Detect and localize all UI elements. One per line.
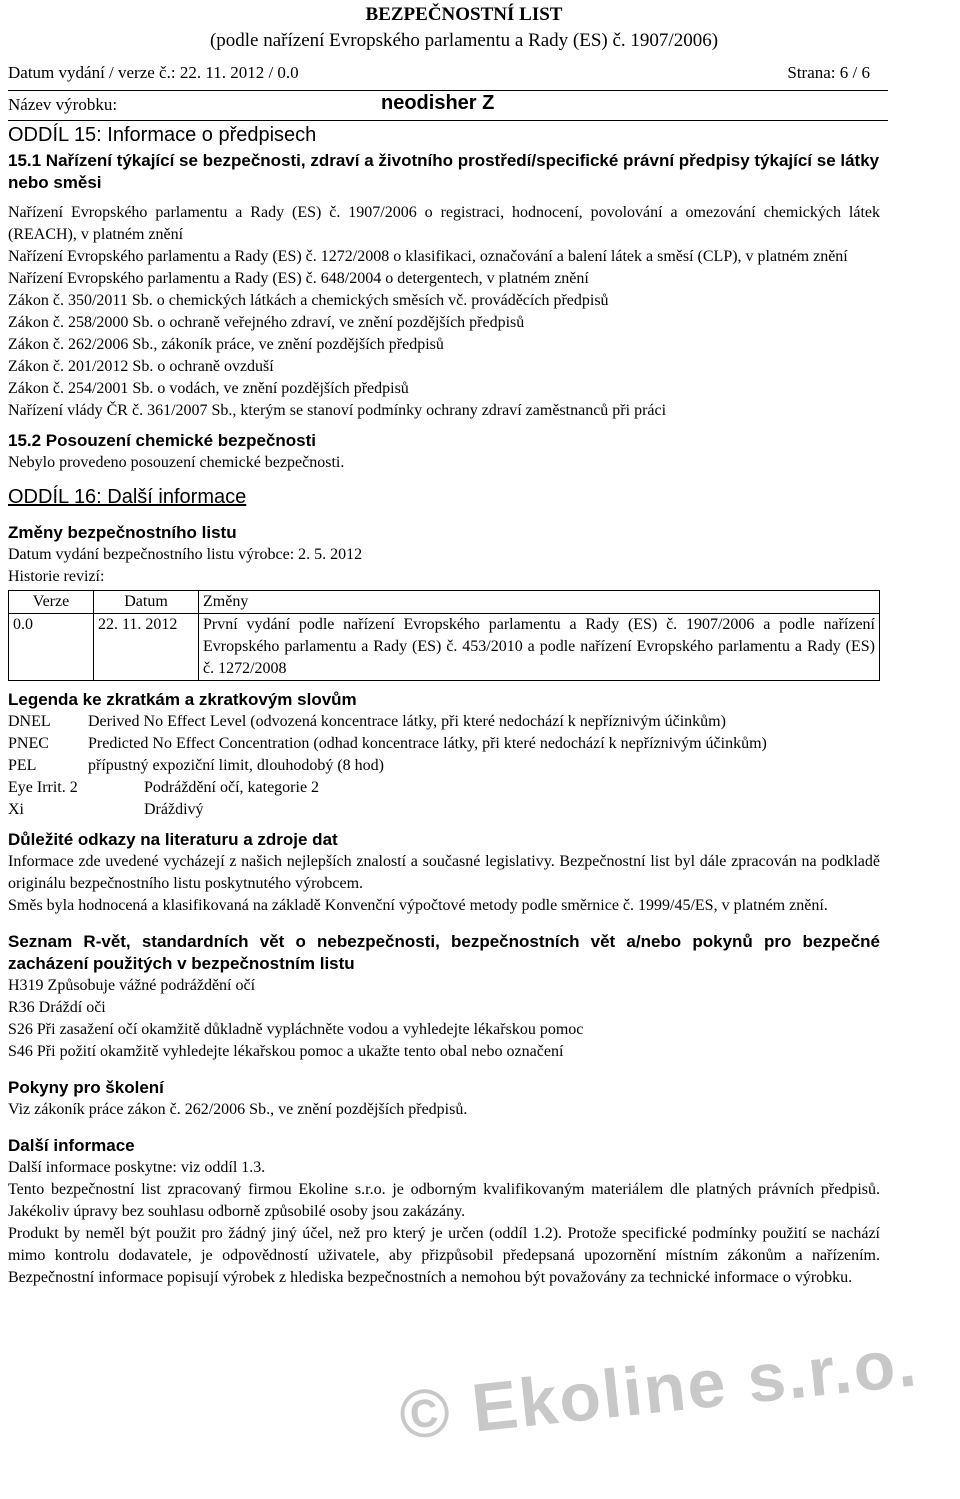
table-header: Datum: [94, 591, 199, 614]
document-body: [8, 150, 880, 1289]
more-info-title: Další informace: [8, 1136, 135, 1155]
page-number: Strana: 6 / 6: [787, 63, 870, 82]
abbreviation-value: Derived No Effect Level (odvozená koncentrace látky, při které nedochází k nepříznivým účinkům): [88, 713, 726, 730]
abbreviation-row: [8, 733, 880, 755]
regulation-item: Nařízení vlády ČR č. 361/2007 Sb., kterým se stanoví podmínky ochrany zdraví zaměstnanců při práci: [8, 402, 667, 419]
table-header: Změny: [199, 591, 880, 614]
history-label: Historie revizí:: [8, 568, 105, 585]
revision-table: [8, 590, 880, 681]
regulation-item: Nařízení Evropského parlamentu a Rady (ES) č. 648/2004 o detergentech, v platném znění: [8, 270, 589, 287]
abbreviation-key: Xi: [8, 801, 24, 818]
product-name: neodisher Z: [381, 92, 495, 114]
section-15-2-title: 15.2 Posouzení chemické bezpečnosti: [8, 431, 317, 450]
regulation-item: Zákon č. 254/2001 Sb. o vodách, ve znění pozdějších předpisů: [8, 380, 409, 397]
abbreviation-row: [8, 755, 880, 777]
changes-date: Datum vydání bezpečnostního listu výrobce: 2. 5. 2012: [8, 546, 363, 563]
changes-title: Změny bezpečnostního listu: [8, 523, 237, 542]
regulation-item: Zákon č. 262/2006 Sb., zákoník práce, ve znění pozdějších předpisů: [8, 336, 444, 353]
header-divider: [8, 90, 888, 91]
section-15-heading: ODDÍL 15: Informace o předpisech: [8, 124, 317, 146]
references-title: Důležité odkazy na literaturu a zdroje dat: [8, 830, 338, 849]
table-cell: První vydání podle nařízení Evropského parlamentu a Rady (ES) č. 1907/2006 a podle nařízení Evropského parlamentu a Rady (ES) č. 453/2010 a podle nařízení Evropského parlamentu a Rady (ES) č. 1272/2008: [199, 614, 880, 681]
document-title: BEZPEČNOSTNÍ LIST: [365, 4, 563, 25]
regulation-item: Zákon č. 350/2011 Sb. o chemických látkách a chemických směsích vč. prováděcích předpisů: [8, 292, 609, 309]
product-label: Název výrobku:: [8, 95, 118, 114]
table-header-row: [9, 591, 880, 614]
watermark: © Ekoline s.r.o.: [395, 1324, 922, 1455]
abbreviation-value: Podráždění očí, kategorie 2: [144, 779, 320, 796]
abbreviation-row: [8, 777, 880, 799]
table-cell: 0.0: [9, 614, 94, 681]
abbreviation-value: Predicted No Effect Concentration (odhad koncentrace látky, při které nedochází k nepříznivým účinkům): [88, 735, 767, 752]
training-title: Pokyny pro školení: [8, 1078, 164, 1097]
abbreviation-value: Dráždivý: [144, 801, 204, 818]
section-16-heading: ODDÍL 16: Další informace: [8, 486, 247, 508]
header-divider-bottom: [8, 120, 888, 121]
section-15-1-title: 15.1 Nařízení týkající se bezpečnosti, zdraví a životního prostředí/specifické právní předpisy týkající se látky nebo směsi: [8, 151, 880, 192]
issue-date: Datum vydání / verze č.: 22. 11. 2012 / 0.0: [8, 63, 299, 82]
regulation-item: Zákon č. 258/2000 Sb. o ochraně veřejného zdraví, ve znění pozdějších předpisů: [8, 314, 525, 331]
document-subtitle: (podle nařízení Evropského parlamentu a Rady (ES) č. 1907/2006): [209, 30, 719, 51]
more-info-text: Další informace poskytne: viz oddíl 1.3.: [8, 1159, 266, 1176]
legend-title: Legenda ke zkratkám a zkratkovým slovům: [8, 690, 357, 709]
abbreviation-key: PEL: [8, 757, 37, 774]
table-row: [9, 614, 880, 681]
table-header: Verze: [9, 591, 94, 614]
section-15-2-text: Nebylo provedeno posouzení chemické bezpečnosti.: [8, 454, 345, 471]
abbreviation-key: DNEL: [8, 713, 51, 730]
regulation-item: Nařízení Evropského parlamentu a Rady (ES) č. 1907/2006 o registraci, hodnocení, povolování a omezování chemických látek (REACH), v platném znění: [8, 204, 880, 243]
regulation-list: [8, 202, 880, 422]
training-text: Viz zákoník práce zákon č. 262/2006 Sb., ve znění pozdějších předpisů.: [8, 1101, 468, 1118]
regulation-item: Zákon č. 201/2012 Sb. o ochraně ovzduší: [8, 358, 274, 375]
phrase-item: H319 Způsobuje vážné podráždění očí: [8, 977, 256, 994]
abbreviation-key: Eye Irrit. 2: [8, 779, 78, 796]
phrase-item: S26 Při zasažení očí okamžitě důkladně vypláchněte vodou a vyhledejte lékařskou pomoc: [8, 1021, 584, 1038]
more-info-text: Tento bezpečnostní list zpracovaný firmou Ekoline s.r.o. je odborným kvalifikovaným materiálem dle platných právních předpisů. Jakékoliv úpravy bez souhlasu odborně způsobilé osoby jsou zakázány.: [8, 1181, 880, 1220]
abbreviation-row: [8, 711, 880, 733]
phrase-item: R36 Dráždí oči: [8, 999, 106, 1016]
phrase-item: S46 Při požití okamžitě vyhledejte lékařskou pomoc a ukažte tento obal nebo označení: [8, 1043, 564, 1060]
regulation-item: Nařízení Evropského parlamentu a Rady (ES) č. 1272/2008 o klasifikaci, označování a balení látek a směsí (CLP), v platném znění: [8, 248, 848, 265]
abbreviation-row: [8, 799, 880, 821]
abbreviation-key: PNEC: [8, 735, 49, 752]
table-cell: 22. 11. 2012: [94, 614, 199, 681]
references-text: Informace zde uvedené vycházejí z našich nejlepších znalostí a současné legislativy. Bezpečnostní list byl dále zpracován na podkladě originálu bezpečnostního listu poskytnutého výrobcem.: [8, 853, 880, 892]
abbreviation-value: přípustný expoziční limit, dlouhodobý (8 hod): [88, 757, 384, 774]
header-info: [8, 58, 880, 124]
more-info-text: Produkt by neměl být použit pro žádný jiný účel, než pro který je určen (oddíl 1.2). Protože specifické podmínky použití se nachází mimo kontrolu dodavatele, je odpovědností uživatele, aby přizpůsobil předepsaná upozornění místním zákonům a nařízením. Bezpečnostní informace popisují výrobek z hlediska bezpečnostních a nemohou být považovány za technické informace o výrobku.: [8, 1225, 880, 1286]
references-text: Směs byla hodnocená a klasifikovaná na základě Konvenční výpočtové metody podle směrnice č. 1999/45/ES, v platném znění.: [8, 897, 828, 914]
phrases-title: Seznam R-vět, standardních vět o nebezpečnosti, bezpečnostních vět a/nebo pokynů pro bezpečné zacházení použitých v bezpečnostním listu: [8, 932, 880, 973]
